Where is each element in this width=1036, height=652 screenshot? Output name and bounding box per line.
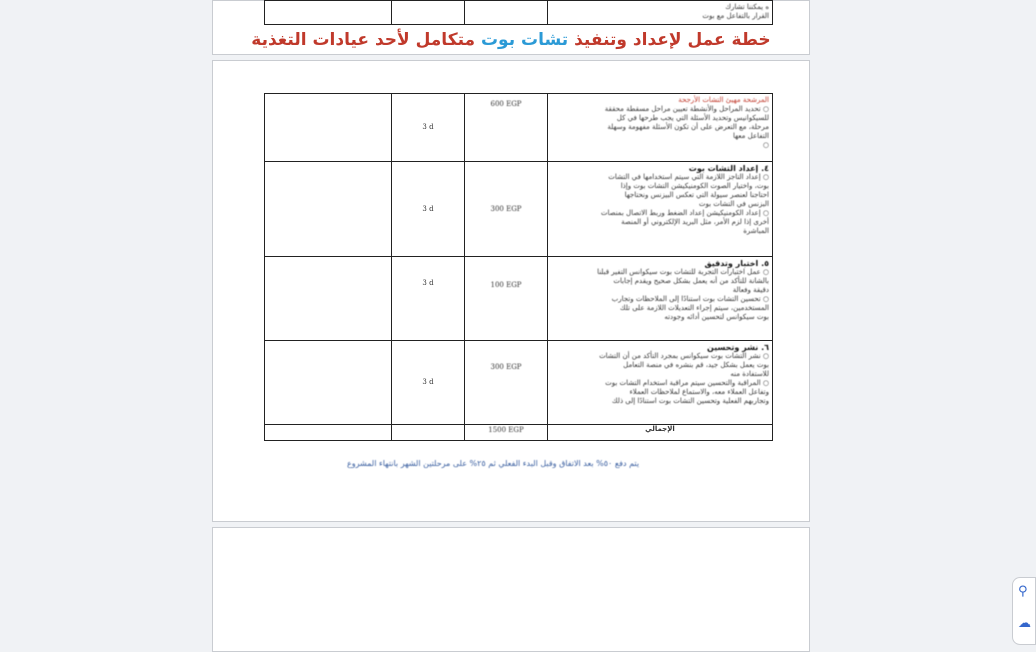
desc-line: للسيكوانيس وتحديد الأسئلة التي يجب طرحها في كل <box>616 114 769 122</box>
document-page-1 <box>212 0 810 55</box>
payment-note: يتم دفع ٥٠% بعد الاتفاق وقبل البدء الفعلي ثم ٢٥% على مرحلتين الشهر بانتهاء المشروع <box>346 459 640 468</box>
total-label-cell: الإجمالي <box>548 425 773 441</box>
total-price-cell: 1500 EGP <box>465 425 548 441</box>
duration-cell: 3 d <box>392 94 465 162</box>
table-cell <box>265 94 392 162</box>
table-cell <box>265 257 392 341</box>
desc-line: مرحلة، مع التعرض على أن تكون الأسئلة مفهومة وسهلة <box>607 123 769 131</box>
title-part-red: خطة عمل لإعداد وتنفيذ <box>574 30 771 50</box>
table-cell <box>265 341 392 425</box>
desc-line: بالشانة للتأكد من أنه يعمل بشكل صحيح ويقدم إجابات <box>613 277 769 285</box>
desc-line: وتجاربهم الفعلية وتحسين التشات بوت استنادًا إلى ذلك <box>611 397 769 405</box>
side-toolbar[interactable] <box>1012 577 1036 645</box>
title-part-blue: تشات بوت <box>480 30 569 50</box>
desc-line: للاستفادة منه <box>730 370 769 378</box>
desc-line: ○ عمل اختبارات التجربة للتشات بوت سيكوانس التفير قبلنا <box>597 268 769 276</box>
section-heading: ٤. إعداد التشات بوت <box>688 164 769 173</box>
description-cell <box>548 257 773 341</box>
table-row <box>265 341 773 425</box>
price-cell: 300 EGP <box>465 341 548 425</box>
desc-line: ○ <box>762 141 769 149</box>
table-row <box>265 94 773 162</box>
desc-line: بوت، واختيار الصوت الكومنيكيشن التشات بوت وإذا <box>620 182 769 190</box>
desc-line: بوت سيكوانس لتحسين أدائه وجودته <box>664 313 769 321</box>
price-cell: 100 EGP <box>465 257 548 341</box>
table-row <box>265 257 773 341</box>
table-cell-description <box>548 1 773 25</box>
description-cell <box>548 341 773 425</box>
plan-table-continued <box>264 0 773 25</box>
desc-line: ○ المراقبة والتحسين سيتم مراقبة استخدام التشات بوت <box>605 379 769 387</box>
desc-line: احتاجنا لعنصر سيولة التي تعكس البيزنس ونحتاجها <box>624 191 769 199</box>
desc-line: التفاعل معها <box>732 132 769 140</box>
document-page-3 <box>212 527 810 652</box>
total-row <box>265 425 773 441</box>
search-icon[interactable]: ⚲ <box>1018 584 1028 599</box>
desc-line: بوت يعمل بشكل جيد، قم بنشره في منصة التعامل <box>623 361 769 369</box>
desc-line: المباشرة <box>743 227 769 235</box>
table-cell <box>392 1 465 25</box>
desc-line: المستخدمين، سيتم إجراء التعديلات اللازمة على تلك <box>619 304 769 312</box>
table-row <box>265 162 773 257</box>
table-cell <box>465 1 548 25</box>
desc-line: ○ تحسين التشات بوت استنادًا إلى الملاحظات وتجارب <box>611 295 769 303</box>
desc-line: ○ إعداد الكومنيكيشن إعداد الضغط وربط الاتصال بمنصات <box>600 209 769 217</box>
desc-line: ○ نشر التشات بوت سيكوانس بمجرد التأكد من أن التشات <box>599 352 769 360</box>
desc-line: المرشحة مهيئ التشات الأرجحة <box>678 96 769 104</box>
desc-line: وتفاعل العملاء معه، والاستماع لملاحظات العملاء <box>629 388 769 396</box>
table-cell <box>392 425 465 441</box>
plan-table <box>264 93 773 441</box>
description-cell <box>548 162 773 257</box>
section-heading: ٦. نشر وتحسين <box>707 343 769 352</box>
document-title <box>213 29 809 51</box>
desc-line: القرار بالتفاعل مع بوت <box>702 12 769 20</box>
table-cell <box>265 162 392 257</box>
duration-cell: 3 d <box>392 257 465 341</box>
desc-line: البزنس في التشات بوت <box>698 200 769 208</box>
desc-line: دقيقة وفعالة <box>732 286 769 294</box>
price-cell: 600 EGP <box>465 94 548 162</box>
duration-cell: 3 d <box>392 162 465 257</box>
table-cell <box>265 425 392 441</box>
description-cell <box>548 94 773 162</box>
desc-line: ○ إعداد التاجز اللازمة التي سيتم استخدامها في التشات <box>608 173 769 181</box>
desc-line: أخرى إذا لزم الأمر، مثل البريد الإلكتروني أو المنصة <box>621 218 769 226</box>
table-cell <box>265 1 392 25</box>
title-part-red-2: متكامل لأحد عيادات التغذية <box>251 30 476 50</box>
duration-cell: 3 d <box>392 341 465 425</box>
section-heading: ٥. اختبار وتدقيق <box>704 259 769 268</box>
document-page-2 <box>212 60 810 522</box>
cloud-icon[interactable]: ☁ <box>1018 616 1031 631</box>
price-cell: 300 EGP <box>465 162 548 257</box>
desc-line: ه يمكننا تشارك <box>725 3 769 11</box>
desc-line: ○ تحديد المراحل والأنشطة تعيين مراحل مسقطة محققة <box>604 105 769 113</box>
